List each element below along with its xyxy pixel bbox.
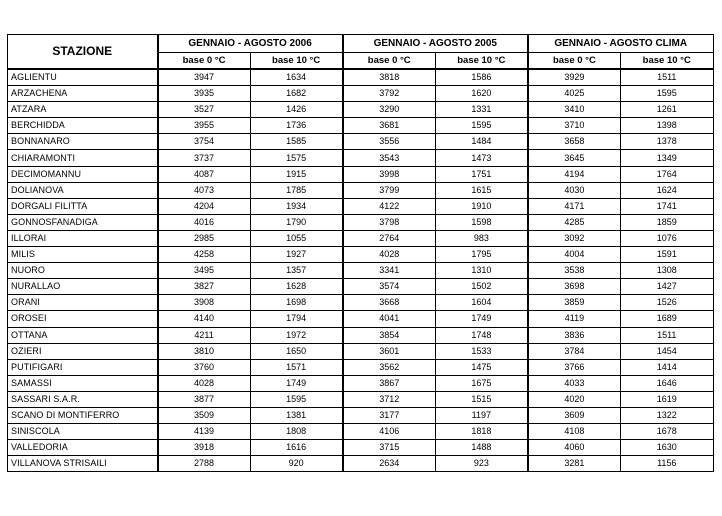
value-base10-clima: 1630 — [620, 440, 713, 456]
value-base0-clima: 3710 — [528, 118, 621, 134]
value-base0-clima: 4020 — [528, 391, 621, 407]
table-row — [8, 295, 714, 311]
value-base10-2006: 1808 — [250, 424, 343, 440]
value-base0-2005: 3798 — [343, 214, 436, 230]
value-base0-2006: 3754 — [158, 134, 251, 150]
value-base10-2006: 1381 — [250, 407, 343, 423]
value-base10-2005: 1586 — [435, 69, 528, 86]
value-base10-2005: 1620 — [435, 86, 528, 102]
station-name: SINISCOLA — [8, 424, 158, 440]
station-name: BERCHIDDA — [8, 118, 158, 134]
station-name: AGLIENTU — [8, 69, 158, 86]
value-base10-2005: 1515 — [435, 391, 528, 407]
value-base10-clima: 1349 — [620, 150, 713, 166]
table-row — [8, 214, 714, 230]
table-row — [8, 230, 714, 246]
value-base0-2006: 4204 — [158, 198, 251, 214]
value-base0-2006: 3877 — [158, 391, 251, 407]
value-base0-2006: 3509 — [158, 407, 251, 423]
value-base10-2005: 1473 — [435, 150, 528, 166]
value-base10-2006: 1915 — [250, 166, 343, 182]
value-base10-2005: 1598 — [435, 214, 528, 230]
value-base10-clima: 1859 — [620, 214, 713, 230]
value-base10-clima: 1646 — [620, 375, 713, 391]
value-base10-clima: 1764 — [620, 166, 713, 182]
value-base0-clima: 4030 — [528, 182, 621, 198]
value-base10-2006: 1749 — [250, 375, 343, 391]
value-base0-2005: 3668 — [343, 295, 436, 311]
station-name: PUTIFIGARI — [8, 359, 158, 375]
value-base0-clima: 3766 — [528, 359, 621, 375]
period-header-clima: GENNAIO - AGOSTO CLIMA — [528, 35, 713, 53]
value-base0-2006: 3918 — [158, 440, 251, 456]
value-base10-2005: 1818 — [435, 424, 528, 440]
table-row — [8, 391, 714, 407]
value-base10-2005: 1604 — [435, 295, 528, 311]
value-base0-2005: 3681 — [343, 118, 436, 134]
value-base0-clima: 4119 — [528, 311, 621, 327]
station-name: OTTANA — [8, 327, 158, 343]
value-base0-2006: 4258 — [158, 247, 251, 263]
value-base10-clima: 1398 — [620, 118, 713, 134]
value-base10-2005: 1615 — [435, 182, 528, 198]
value-base0-2005: 3562 — [343, 359, 436, 375]
station-name: DOLIANOVA — [8, 182, 158, 198]
table-row — [8, 311, 714, 327]
value-base0-2006: 3527 — [158, 102, 251, 118]
value-base10-clima: 1454 — [620, 343, 713, 359]
value-base10-clima: 1619 — [620, 391, 713, 407]
value-base10-2005: 983 — [435, 230, 528, 246]
header-row-periods — [8, 35, 714, 53]
value-base0-clima: 4033 — [528, 375, 621, 391]
value-base0-2006: 4028 — [158, 375, 251, 391]
value-base0-2005: 3290 — [343, 102, 436, 118]
station-name: ATZARA — [8, 102, 158, 118]
value-base0-2006: 4139 — [158, 424, 251, 440]
value-base0-2006: 3495 — [158, 263, 251, 279]
base10-header-2005: base 10 °C — [435, 53, 528, 70]
value-base0-2006: 3737 — [158, 150, 251, 166]
value-base0-clima: 3092 — [528, 230, 621, 246]
table-row — [8, 102, 714, 118]
value-base0-2005: 2764 — [343, 230, 436, 246]
value-base0-2005: 3177 — [343, 407, 436, 423]
value-base0-2006: 2985 — [158, 230, 251, 246]
value-base10-2006: 1785 — [250, 182, 343, 198]
value-base0-clima: 3784 — [528, 343, 621, 359]
table-row — [8, 359, 714, 375]
station-name: NURALLAO — [8, 279, 158, 295]
value-base10-2006: 1650 — [250, 343, 343, 359]
value-base10-2006: 1736 — [250, 118, 343, 134]
value-base0-2005: 3792 — [343, 86, 436, 102]
value-base0-clima: 4171 — [528, 198, 621, 214]
value-base0-2005: 3556 — [343, 134, 436, 150]
table-row — [8, 86, 714, 102]
table-row — [8, 279, 714, 295]
table-row — [8, 327, 714, 343]
table-row — [8, 375, 714, 391]
value-base10-2005: 1488 — [435, 440, 528, 456]
value-base0-clima: 3281 — [528, 456, 621, 472]
value-base0-2006: 4211 — [158, 327, 251, 343]
value-base10-2005: 1484 — [435, 134, 528, 150]
value-base10-clima: 1526 — [620, 295, 713, 311]
value-base0-2005: 3867 — [343, 375, 436, 391]
value-base0-2006: 3760 — [158, 359, 251, 375]
table-row — [8, 456, 714, 472]
base10-header-clima: base 10 °C — [620, 53, 713, 70]
value-base10-2006: 1595 — [250, 391, 343, 407]
value-base0-2006: 3955 — [158, 118, 251, 134]
base0-header-2006: base 0 °C — [158, 53, 251, 70]
value-base10-2005: 1749 — [435, 311, 528, 327]
value-base10-clima: 1308 — [620, 263, 713, 279]
value-base10-clima: 1511 — [620, 327, 713, 343]
station-column-header: STAZIONE — [8, 35, 158, 70]
value-base10-clima: 1427 — [620, 279, 713, 295]
value-base10-2005: 1748 — [435, 327, 528, 343]
value-base0-2005: 4041 — [343, 311, 436, 327]
value-base10-2005: 1475 — [435, 359, 528, 375]
period-header-2006: GENNAIO - AGOSTO 2006 — [158, 35, 343, 53]
value-base10-2005: 1795 — [435, 247, 528, 263]
value-base10-clima: 1261 — [620, 102, 713, 118]
value-base0-2005: 4106 — [343, 424, 436, 440]
station-name: SAMASSI — [8, 375, 158, 391]
value-base10-clima: 1076 — [620, 230, 713, 246]
station-name: DORGALI FILITTA — [8, 198, 158, 214]
value-base0-clima: 4004 — [528, 247, 621, 263]
value-base0-2005: 3799 — [343, 182, 436, 198]
table-row — [8, 247, 714, 263]
table-row — [8, 407, 714, 423]
station-name: NUORO — [8, 263, 158, 279]
value-base0-2006: 3810 — [158, 343, 251, 359]
value-base10-clima: 1624 — [620, 182, 713, 198]
value-base10-clima: 1378 — [620, 134, 713, 150]
value-base10-2005: 1310 — [435, 263, 528, 279]
value-base0-clima: 4194 — [528, 166, 621, 182]
value-base0-2005: 3543 — [343, 150, 436, 166]
value-base10-2005: 1675 — [435, 375, 528, 391]
value-base0-clima: 4108 — [528, 424, 621, 440]
station-name: VALLEDORIA — [8, 440, 158, 456]
value-base10-2006: 1790 — [250, 214, 343, 230]
base0-header-2005: base 0 °C — [343, 53, 436, 70]
station-name: ILLORAI — [8, 230, 158, 246]
value-base10-2006: 1934 — [250, 198, 343, 214]
value-base0-clima: 3609 — [528, 407, 621, 423]
value-base10-2005: 1910 — [435, 198, 528, 214]
value-base10-2005: 923 — [435, 456, 528, 472]
degree-days-table — [7, 34, 714, 472]
value-base0-clima: 4060 — [528, 440, 621, 456]
value-base10-2006: 1634 — [250, 69, 343, 86]
value-base10-2005: 1533 — [435, 343, 528, 359]
value-base10-2006: 1357 — [250, 263, 343, 279]
value-base0-clima: 3929 — [528, 69, 621, 86]
station-name: BONNANARO — [8, 134, 158, 150]
value-base0-clima: 4285 — [528, 214, 621, 230]
value-base0-clima: 3698 — [528, 279, 621, 295]
value-base0-2005: 3818 — [343, 69, 436, 86]
station-name: CHIARAMONTI — [8, 150, 158, 166]
value-base0-2006: 3947 — [158, 69, 251, 86]
value-base0-2006: 3908 — [158, 295, 251, 311]
value-base0-2005: 3854 — [343, 327, 436, 343]
table-row — [8, 166, 714, 182]
value-base10-2006: 1682 — [250, 86, 343, 102]
value-base0-2005: 3601 — [343, 343, 436, 359]
station-name: GONNOSFANADIGA — [8, 214, 158, 230]
table-row — [8, 118, 714, 134]
value-base0-2005: 3998 — [343, 166, 436, 182]
value-base0-2005: 3574 — [343, 279, 436, 295]
value-base10-2006: 1616 — [250, 440, 343, 456]
station-name: DECIMOMANNU — [8, 166, 158, 182]
value-base10-2005: 1595 — [435, 118, 528, 134]
table-row — [8, 198, 714, 214]
value-base10-2006: 1794 — [250, 311, 343, 327]
station-name: OROSEI — [8, 311, 158, 327]
degree-days-table-container — [7, 34, 713, 472]
value-base10-2006: 1585 — [250, 134, 343, 150]
value-base10-2006: 1927 — [250, 247, 343, 263]
station-name: SASSARI S.A.R. — [8, 391, 158, 407]
value-base0-clima: 4025 — [528, 86, 621, 102]
period-header-2005: GENNAIO - AGOSTO 2005 — [343, 35, 528, 53]
value-base0-clima: 3538 — [528, 263, 621, 279]
value-base10-clima: 1322 — [620, 407, 713, 423]
value-base0-2006: 4087 — [158, 166, 251, 182]
table-row — [8, 182, 714, 198]
value-base10-clima: 1689 — [620, 311, 713, 327]
value-base10-clima: 1591 — [620, 247, 713, 263]
value-base0-clima: 3859 — [528, 295, 621, 311]
value-base10-clima: 1414 — [620, 359, 713, 375]
value-base10-2005: 1502 — [435, 279, 528, 295]
table-row — [8, 424, 714, 440]
value-base0-2005: 3341 — [343, 263, 436, 279]
station-name: SCANO DI MONTIFERRO — [8, 407, 158, 423]
value-base0-clima: 3645 — [528, 150, 621, 166]
value-base0-clima: 3836 — [528, 327, 621, 343]
value-base10-2006: 1628 — [250, 279, 343, 295]
table-row — [8, 440, 714, 456]
value-base0-2006: 4016 — [158, 214, 251, 230]
table-row — [8, 69, 714, 86]
value-base0-2005: 2634 — [343, 456, 436, 472]
value-base0-clima: 3658 — [528, 134, 621, 150]
value-base0-2006: 4140 — [158, 311, 251, 327]
value-base10-2005: 1331 — [435, 102, 528, 118]
value-base10-clima: 1741 — [620, 198, 713, 214]
value-base0-2005: 4122 — [343, 198, 436, 214]
value-base10-2006: 1698 — [250, 295, 343, 311]
value-base10-2005: 1197 — [435, 407, 528, 423]
value-base0-2006: 2788 — [158, 456, 251, 472]
value-base0-2006: 3827 — [158, 279, 251, 295]
base10-header-2006: base 10 °C — [250, 53, 343, 70]
station-name: MILIS — [8, 247, 158, 263]
station-name: VILLANOVA STRISAILI — [8, 456, 158, 472]
value-base0-2005: 3715 — [343, 440, 436, 456]
station-name: ORANI — [8, 295, 158, 311]
value-base10-2006: 920 — [250, 456, 343, 472]
table-body — [8, 69, 714, 472]
table-row — [8, 150, 714, 166]
value-base10-2006: 1571 — [250, 359, 343, 375]
base0-header-clima: base 0 °C — [528, 53, 621, 70]
value-base10-2005: 1751 — [435, 166, 528, 182]
station-name: OZIERI — [8, 343, 158, 359]
value-base10-2006: 1575 — [250, 150, 343, 166]
table-row — [8, 134, 714, 150]
value-base10-clima: 1511 — [620, 69, 713, 86]
value-base10-clima: 1156 — [620, 456, 713, 472]
value-base10-clima: 1595 — [620, 86, 713, 102]
value-base10-2006: 1426 — [250, 102, 343, 118]
value-base10-2006: 1972 — [250, 327, 343, 343]
value-base0-2006: 4073 — [158, 182, 251, 198]
table-row — [8, 263, 714, 279]
value-base10-clima: 1678 — [620, 424, 713, 440]
table-row — [8, 343, 714, 359]
value-base0-2006: 3935 — [158, 86, 251, 102]
value-base0-clima: 3410 — [528, 102, 621, 118]
station-name: ARZACHENA — [8, 86, 158, 102]
value-base0-2005: 4028 — [343, 247, 436, 263]
value-base0-2005: 3712 — [343, 391, 436, 407]
value-base10-2006: 1055 — [250, 230, 343, 246]
